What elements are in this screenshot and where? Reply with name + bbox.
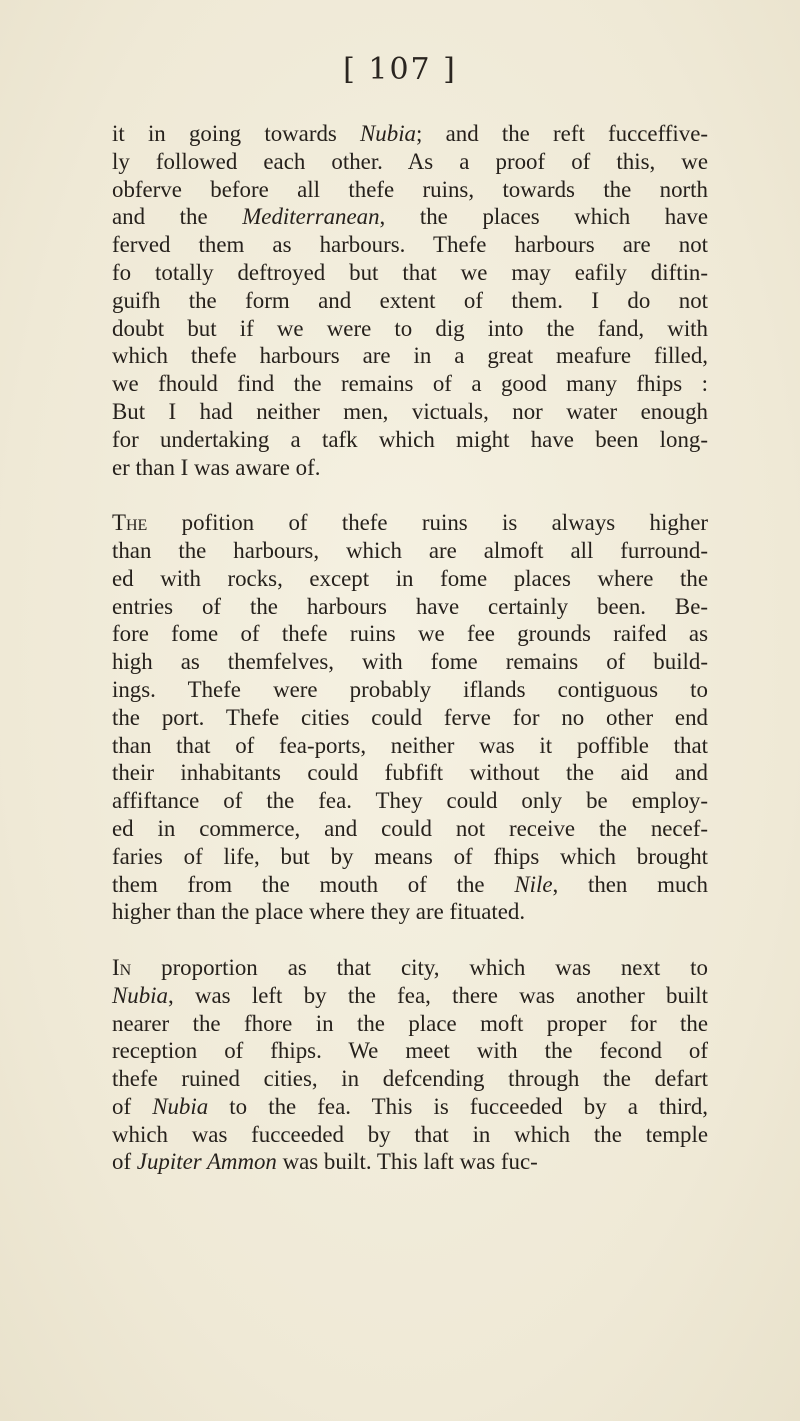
text-segment: which thefe harbours are in a great meafure filled, xyxy=(112,343,708,369)
text-segment: we fhould find the remains of a good many fhips : xyxy=(112,371,708,397)
paragraph xyxy=(112,120,708,481)
text-segment: them from the mouth of the xyxy=(112,871,515,897)
text-segment: entries of the harbours have certainly been. Be- xyxy=(112,593,708,619)
text-line xyxy=(112,704,708,732)
text-segment: which was fucceeded by that in which the temple xyxy=(112,1121,708,1147)
text-segment: was built. This laft was fuc- xyxy=(276,1149,538,1175)
text-segment: higher than the place where they are fituated. xyxy=(112,899,526,925)
text-segment: er than I was aware of. xyxy=(112,454,321,480)
text-line xyxy=(112,454,708,482)
text-segment: than that of fea-ports, neither was it poffible that xyxy=(112,732,708,758)
text-segment: Nile xyxy=(514,871,553,897)
paragraph xyxy=(112,954,708,1176)
text-line xyxy=(112,342,708,370)
text-line xyxy=(112,315,708,343)
text-segment: Nubia xyxy=(152,1093,209,1119)
text-segment: ; and the reft fucceffive- xyxy=(416,121,708,146)
text-line xyxy=(112,871,708,899)
text-line xyxy=(112,287,708,315)
text-line xyxy=(112,1121,708,1149)
text-segment: affiftance of the fea. They could only be employ- xyxy=(112,788,708,814)
text-line xyxy=(112,370,708,398)
text-line xyxy=(112,148,708,176)
text-line xyxy=(112,398,708,426)
text-line xyxy=(112,231,708,259)
text-segment: The xyxy=(112,510,148,536)
text-line xyxy=(112,759,708,787)
text-line xyxy=(112,787,708,815)
text-segment: and the xyxy=(112,204,243,230)
text-line xyxy=(112,1037,708,1065)
text-segment: ings. Thefe were probably iflands contiguous to xyxy=(112,676,708,702)
text-segment: ed with rocks, except in fome places where the xyxy=(112,565,708,591)
text-segment: fore fome of thefe ruins we fee grounds raifed as xyxy=(112,621,708,647)
text-segment: faries of life, but by means of fhips which brought xyxy=(112,843,708,869)
text-line xyxy=(112,259,708,287)
text-segment: proportion as that city, which was next to xyxy=(131,954,708,980)
text-line xyxy=(112,620,708,648)
text-line xyxy=(112,954,708,982)
text-segment: Jupiter Ammon xyxy=(136,1149,277,1175)
text-line xyxy=(112,1065,708,1093)
text-segment: it in going towards xyxy=(112,121,361,146)
text-segment: their inhabitants could fubfift without the aid and xyxy=(112,760,708,786)
text-segment: pofition of thefe ruins is always higher xyxy=(147,510,708,536)
text-line xyxy=(112,593,708,621)
text-segment: nearer the fhore in the place moft proper for the xyxy=(112,1010,708,1036)
text-segment: of xyxy=(112,1093,153,1119)
text-segment: ly followed each other. As a proof of this, we xyxy=(112,148,708,174)
page-number: [ 107 ] xyxy=(343,52,457,87)
text-segment: for undertaking a tafk which might have been long- xyxy=(112,426,708,452)
text-segment: reception of fhips. We meet with the fecond of xyxy=(112,1038,708,1064)
text-line xyxy=(112,732,708,760)
text-line xyxy=(112,898,708,926)
text-line xyxy=(112,676,708,704)
text-line xyxy=(112,565,708,593)
text-line xyxy=(112,648,708,676)
body-text xyxy=(112,120,708,1176)
text-line xyxy=(112,815,708,843)
text-segment: , then much xyxy=(552,871,708,897)
text-segment: obferve before all thefe ruins, towards the north xyxy=(112,176,708,202)
text-segment: than the harbours, which are almoft all furround- xyxy=(112,537,708,563)
text-line xyxy=(112,203,708,231)
text-segment: , the places which have xyxy=(379,204,708,230)
text-line xyxy=(112,1093,708,1121)
text-line xyxy=(112,537,708,565)
text-segment: of xyxy=(112,1149,137,1175)
text-line xyxy=(112,176,708,204)
text-line xyxy=(112,1010,708,1038)
text-segment: to the fea. This is fucceeded by a third, xyxy=(208,1093,708,1119)
text-segment: guifh the form and extent of them. I do not xyxy=(112,287,708,313)
text-line xyxy=(112,120,708,148)
text-line xyxy=(112,1148,708,1176)
text-line xyxy=(112,509,708,537)
text-line xyxy=(112,843,708,871)
text-segment: , was left by the fea, there was another built xyxy=(167,982,708,1008)
paragraph xyxy=(112,509,708,926)
text-segment: Mediterranean xyxy=(242,204,380,230)
text-segment: Nubia xyxy=(112,982,168,1008)
text-line xyxy=(112,982,708,1010)
text-segment: the port. Thefe cities could ferve for no other end xyxy=(112,704,708,730)
text-segment: Nubia xyxy=(360,121,416,146)
text-segment: ferved them as harbours. Thefe harbours are not xyxy=(112,232,708,258)
text-segment: ed in commerce, and could not receive the necef- xyxy=(112,815,708,841)
text-segment: high as themfelves, with fome remains of build- xyxy=(112,649,708,675)
text-segment: thefe ruined cities, in defcending through the defart xyxy=(112,1066,708,1092)
text-segment: But I had neither men, victuals, nor water enough xyxy=(112,398,708,424)
text-segment: doubt but if we were to dig into the fand, with xyxy=(112,315,708,341)
text-line xyxy=(112,426,708,454)
text-segment: fo totally deftroyed but that we may eafily diftin- xyxy=(112,259,708,285)
text-segment: In xyxy=(112,954,132,980)
